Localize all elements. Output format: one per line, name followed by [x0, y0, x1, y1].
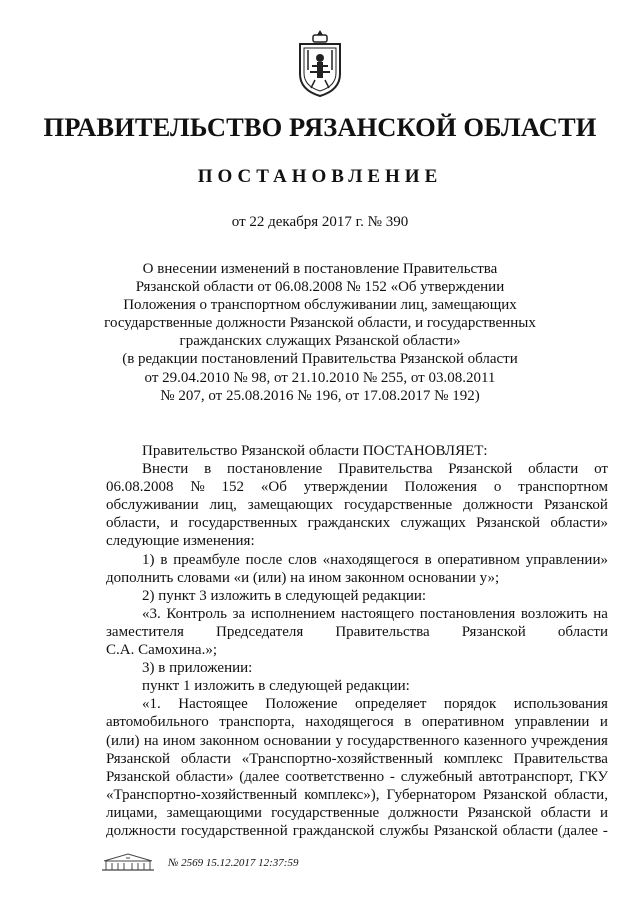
body-word: Рязанской	[433, 822, 498, 839]
body-word: в	[424, 551, 432, 568]
body-word: в	[204, 461, 212, 478]
body-line	[106, 460, 608, 478]
body-word: Рязанской	[476, 515, 541, 532]
body-line	[106, 768, 608, 786]
body-word: после	[245, 551, 283, 568]
body-word: «Транспортно-хозяйственный	[106, 786, 298, 803]
registration-number: № 2569 15.12.2017 12:37:59	[168, 857, 299, 869]
body-word: области»	[550, 515, 608, 532]
body-line: следующие изменения:	[106, 533, 255, 550]
body-word: государственной	[180, 822, 288, 839]
body-word: Рязанской	[106, 768, 170, 785]
body-word: ином	[162, 732, 196, 749]
body-word: -	[389, 768, 395, 785]
body-word: Положение	[265, 696, 338, 713]
body-word: комплекс»),	[304, 786, 380, 803]
body-word: области	[540, 804, 591, 821]
body-line	[106, 804, 608, 822]
body-word: соответственно	[285, 768, 385, 785]
body-word: в	[160, 551, 168, 568]
body-word: Рязанской	[461, 623, 526, 640]
body-word: автомобильного	[106, 714, 209, 731]
body-word: служащих	[400, 515, 466, 532]
body-word: государственные	[343, 497, 453, 514]
body-word: ГКУ	[578, 768, 608, 785]
body-word: от	[594, 461, 608, 478]
body-word: и	[599, 804, 608, 821]
body-word: и	[599, 714, 608, 731]
body-word: управлении»	[525, 551, 608, 568]
body-word: №	[190, 479, 205, 496]
body-word: 1)	[142, 551, 155, 568]
body-word: Рязанской	[467, 804, 532, 821]
body-word: служебный	[400, 768, 473, 785]
body-word: постановления	[419, 605, 516, 622]
body-word: области	[528, 461, 579, 478]
body-word: должности	[388, 804, 459, 821]
body-word: управлении	[514, 714, 590, 731]
body-word: области	[557, 623, 608, 640]
body-word: Председателя	[216, 623, 304, 640]
body-word: постановление	[227, 461, 323, 478]
body-word: должности	[463, 497, 533, 514]
body-word: Рязанской	[106, 750, 170, 767]
body-word: области,	[106, 515, 160, 532]
body-word: Правительства	[338, 461, 433, 478]
body-word: преамбуле	[173, 551, 240, 568]
body-word: за	[232, 605, 246, 622]
body-word: использования	[513, 696, 608, 713]
body-word: на	[593, 605, 608, 622]
body-word: Контроль	[166, 605, 228, 622]
subject-line: № 207, от 25.08.2016 № 196, от 17.08.2017 № 192)	[160, 387, 480, 404]
body-word: у	[335, 732, 343, 749]
body-word: -	[602, 822, 608, 839]
body-word: настоящего	[340, 605, 415, 622]
body-word: 152	[221, 479, 245, 496]
body-line	[106, 605, 608, 623]
coat-of-arms-emblem	[296, 28, 344, 98]
body-word: Настоящее	[178, 696, 248, 713]
government-title: ПРАВИТЕЛЬСТВО РЯЗАНСКОЙ ОБЛАСТИ	[43, 112, 597, 142]
subject-line: Рязанской области от 06.08.2008 № 152 «Об утверждении	[135, 279, 505, 296]
body-word: гражданских	[307, 515, 391, 532]
body-word: 06.08.2008	[106, 479, 174, 496]
body-word: «Транспортно-хозяйственный	[241, 750, 433, 767]
body-word: Правительства	[335, 623, 430, 640]
body-word: (далее	[557, 822, 598, 839]
body-word: области»	[175, 768, 234, 785]
body-word: Правительства	[513, 750, 608, 767]
body-word: лицами,	[106, 804, 158, 821]
body-word: возложить	[520, 605, 588, 622]
document-date-number: от 22 декабря 2017 г. № 390	[231, 214, 409, 230]
body-word: и	[170, 515, 179, 532]
document-type: ПОСТАНОВЛЕНИЕ	[197, 166, 443, 187]
body-line	[106, 732, 608, 750]
subject-line: (в редакции постановлений Правительства Рязанской области	[122, 351, 518, 368]
body-word: «1.	[142, 696, 161, 713]
body-word: области	[502, 822, 553, 839]
body-line: С.А. Самохина.»;	[106, 642, 217, 659]
body-word: гражданской	[292, 822, 375, 839]
body-line: 2) пункт 3 изложить в следующей редакции:	[142, 587, 427, 604]
body-word: находящегося	[305, 714, 394, 731]
body-word: должности	[106, 822, 176, 839]
body-word: Рязанской	[448, 461, 513, 478]
body-word: «находящегося	[322, 551, 419, 568]
body-line	[106, 551, 608, 569]
body-word: на	[143, 732, 159, 749]
body-word: обслуживании	[106, 497, 199, 514]
body-line	[106, 496, 608, 514]
body-word: Губернатором	[386, 786, 476, 803]
body-line	[106, 786, 608, 804]
body-word: оперативном	[437, 551, 520, 568]
body-word: транспортном	[518, 479, 608, 496]
document-body	[106, 442, 608, 840]
body-line: Правительство Рязанской области ПОСТАНОВЛЯЕТ:	[142, 443, 488, 459]
body-word: определяет	[355, 696, 427, 713]
subject-line: государственные должности Рязанской области, и государственных	[104, 315, 536, 332]
body-word: казенного	[463, 732, 527, 749]
body-word: транспорта,	[219, 714, 295, 731]
body-word: Положения	[404, 479, 478, 496]
document-subject	[0, 260, 640, 405]
body-line	[106, 713, 608, 731]
body-word: области	[180, 750, 231, 767]
body-word: замещающих	[247, 497, 334, 514]
subject-line: гражданских служащих Рязанской области»	[179, 333, 461, 350]
body-line: 3) в приложении:	[142, 660, 253, 677]
body-word: законном	[199, 732, 260, 749]
body-word: исполнением	[250, 605, 336, 622]
body-word: службы	[379, 822, 429, 839]
body-line	[106, 750, 608, 768]
body-word: слов	[288, 551, 317, 568]
body-word: утверждении	[303, 479, 388, 496]
body-word: Внести	[142, 461, 189, 478]
body-word: (или)	[106, 732, 140, 749]
body-line	[106, 478, 608, 496]
body-word: (далее	[239, 768, 280, 785]
body-word: области,	[554, 786, 608, 803]
body-line	[106, 822, 608, 840]
body-word: Рязанской	[482, 786, 547, 803]
body-word: государственных	[188, 515, 298, 532]
body-line	[106, 695, 608, 713]
body-word: государственные	[271, 804, 380, 821]
body-word: замещающими	[166, 804, 262, 821]
body-word: основании	[263, 732, 332, 749]
body-word: о	[493, 479, 502, 496]
subject-line: от 29.04.2010 № 98, от 21.10.2010 № 255, от 03.08.2011	[144, 369, 496, 386]
body-word: комплекс	[443, 750, 503, 767]
body-word: оперативном	[421, 714, 505, 731]
body-line: дополнить словами «и (или) на ином законном основании у»;	[106, 569, 500, 586]
building-stamp-icon	[100, 852, 156, 872]
body-line: пункт 1 изложить в следующей редакции:	[142, 678, 410, 695]
body-word: «3.	[142, 605, 161, 622]
body-line	[106, 514, 608, 532]
body-word: Рязанской	[543, 497, 608, 514]
body-word: «Об	[260, 479, 287, 496]
body-word: лиц,	[209, 497, 237, 514]
subject-line: О внесении изменений в постановление Правительства	[142, 261, 498, 277]
body-word: в	[404, 714, 412, 731]
body-word: учреждения	[531, 732, 608, 749]
body-word: автотранспорт,	[478, 768, 574, 785]
body-line	[106, 623, 608, 641]
subject-line: Положения о транспортном обслуживании лиц, замещающих	[123, 297, 517, 314]
body-word: порядок	[443, 696, 497, 713]
registration-footer	[100, 852, 360, 872]
body-word: государственного	[347, 732, 460, 749]
body-word: заместителя	[106, 623, 184, 640]
